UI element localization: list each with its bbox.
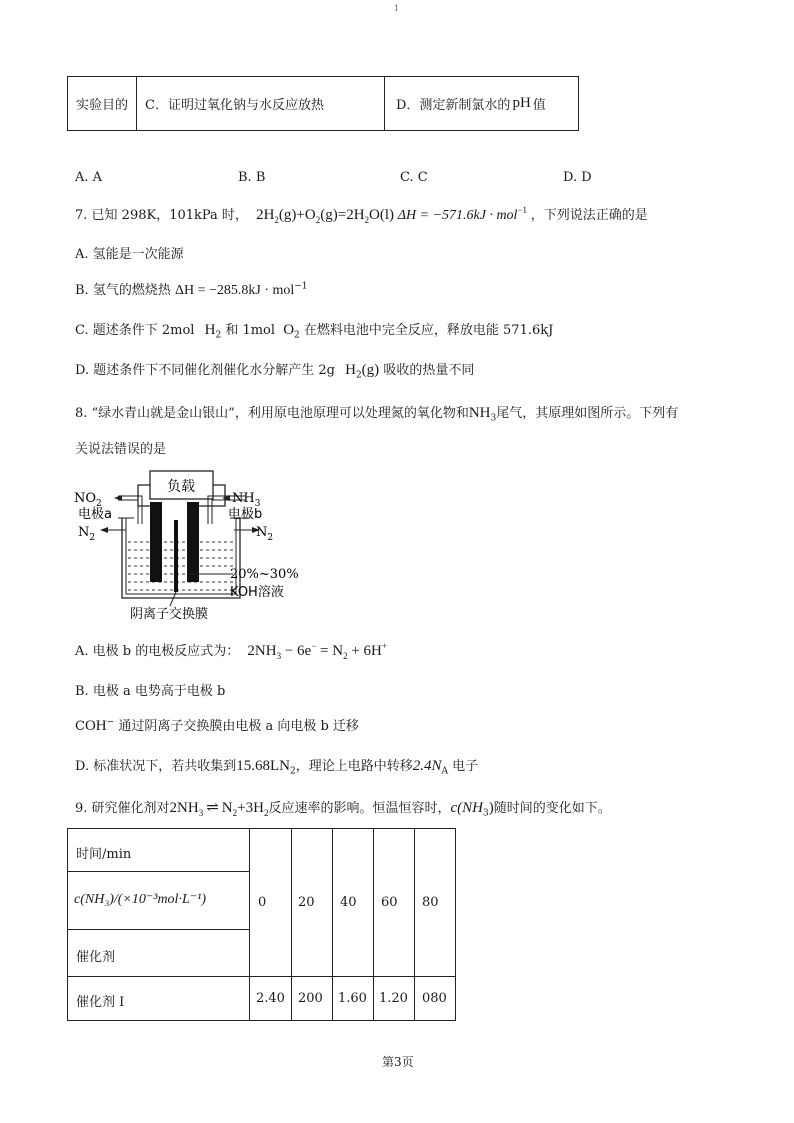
cat1-value-80: 080 [422, 991, 447, 1006]
cat1-value-60: 1.20 [379, 991, 408, 1006]
q7-option-c: C. 题述条件下 2mol $H_2$ 和 1mol $O_2$ 在燃料电池中完全反应，释放电能 571.6kJ [75, 322, 554, 341]
q8-line1-pre: 8. “绿水青山就是金山银山”，利用原电池原理可以处理氮的氧化物和 [75, 406, 469, 421]
q9-stem-mid: 反应速率的影响。恒温恒容时， [268, 801, 451, 816]
q7-stem-post: ，下列说法正确的是 [530, 208, 648, 223]
q6-option-b: B. B [238, 170, 266, 185]
membrane [174, 520, 178, 592]
label-electrode-a: 电极a [78, 507, 112, 522]
electrode-a-rod [150, 502, 162, 582]
label-nh3: $NH_3$ [232, 491, 261, 509]
q8-d-na: 2.4N [412, 758, 442, 774]
q8-c-post: 通过阴离子交换膜由电极 a 向电极 b 迁移 [118, 719, 359, 734]
row-cat1-label: 催化剂 I [76, 995, 125, 1010]
eq-exp: −1 [517, 205, 528, 215]
q8-stem-line2: 关说法错误的是 [75, 442, 167, 457]
q8-a-h: + 6H [351, 643, 382, 659]
q7-c-mid: 和 1mol [225, 323, 276, 338]
label-n2-right: $N_2$ [256, 525, 274, 543]
q7-d-post: 吸收的热量不同 [383, 363, 475, 378]
row-cat-label: 催化剂 [76, 950, 116, 965]
cat1-value-20: 200 [298, 991, 323, 1006]
eq-delta-h: ΔH = −571.6kJ · mol [397, 208, 518, 223]
label-n2-left: $N_2$ [78, 525, 96, 543]
time-20: 20 [298, 895, 315, 910]
q7-b-text: B. 氢气的燃烧热 [75, 283, 171, 298]
q9-stem-pre: 9. 研究催化剂对 [75, 801, 170, 816]
q7-c-post: 在燃料电池中完全反应，释放电能 571.6kJ [303, 323, 554, 338]
q8-a-pre: A. 电极 b 的电极反应式为： [75, 644, 240, 659]
q8-c-pre: C [75, 719, 85, 734]
cat1-value-0: 2.40 [256, 991, 285, 1006]
experiment-table [67, 76, 579, 131]
q9-arrow: ⇌ [206, 800, 219, 816]
q8-a-equation: $2NH_3 - 6e^- = N_2 + 6H^+$ [247, 641, 387, 661]
eq-g2: (g) [320, 207, 338, 223]
page-marker: 1 [394, 4, 400, 13]
q6-option-c: C. C [400, 170, 428, 185]
electrolyte [128, 542, 235, 590]
q6-option-a: A. A [75, 170, 103, 185]
q7-option-a: A. 氢能是一次能源 [75, 247, 184, 262]
time-40: 40 [340, 895, 357, 910]
cat1-value-40: 1.60 [338, 991, 367, 1006]
eq-equals: = [337, 207, 347, 223]
arrow-n2-left [100, 527, 108, 533]
eq-h2o: 2H [346, 207, 365, 223]
table-header-label: 实验目的 [75, 98, 128, 113]
label-electrode-b: 电极b [228, 507, 263, 522]
fuel-cell-diagram [70, 466, 370, 626]
label-koh: KOH溶液 [230, 585, 284, 600]
label-no2: $NO_2$ [74, 491, 102, 509]
q7-d-pre: D. 题述条件下不同催化剂催化水分解产生 2g [75, 363, 335, 378]
q8-d-mid: ，理论上电路中转移 [295, 759, 413, 774]
q7-c-o2: O [283, 322, 295, 338]
load-label: 负载 [167, 479, 195, 495]
time-0: 0 [258, 895, 267, 910]
q8-a-nh3: 2NH [247, 643, 277, 659]
option-d-text-post: 值 [532, 98, 546, 113]
option-d-ph: pH [512, 95, 531, 111]
container [122, 518, 240, 598]
table-header-cell [68, 77, 137, 130]
q7-c-h2: H [204, 322, 216, 338]
rate-table [67, 828, 456, 1021]
q8-nh3: NH [468, 405, 491, 421]
q7-b-math: ΔH = −285.8kJ · mol [174, 283, 295, 298]
eq-o-liquid: O(l) [369, 207, 395, 223]
q9-c-nh3: c(NH [450, 800, 483, 816]
q8-option-a [75, 640, 387, 661]
eq-o2: O [304, 207, 316, 223]
q8-option-c: COH− 通过阴离子交换膜由电极 a 向电极 b 迁移 [75, 717, 359, 734]
q8-d-na-sub: A [441, 766, 448, 777]
q8-c-oh: OH [84, 718, 107, 734]
q8-a-n2: = N [320, 643, 344, 659]
q8-option-d: D. 标准状况下，若共收集到$15.68LN_2$，理论上电路中转移$2.4N_A$ 电子 [75, 758, 479, 777]
q6-option-d: D. D [563, 170, 592, 185]
q7-d-g: (g) [361, 362, 380, 378]
q8-d-pre: D. 标准状况下，若共收集到 [75, 759, 237, 774]
q8-option-b: B. 电极 a 电势高于电极 b [75, 684, 226, 699]
option-c-cell [137, 77, 385, 130]
label-membrane: 阴离子交换膜 [130, 607, 209, 622]
time-60: 60 [381, 895, 398, 910]
q8-d-post: 电子 [452, 759, 479, 774]
q9-stem-post: 随时间的变化如下。 [493, 801, 611, 816]
eq-g1: (g) [278, 207, 297, 223]
q8-a-e: − 6e [284, 643, 312, 659]
electrode-b-rod [187, 502, 199, 582]
container-inner [126, 518, 236, 594]
row-conc-label: c(NH₃)/(×10⁻³mol·L⁻¹) [74, 892, 206, 907]
q9-reaction: $2NH_3$ ⇌ $N_2+3H_2$ [169, 800, 269, 818]
option-c-text: C．证明过氧化钠与水反应放热 [145, 98, 324, 113]
q9-r3: +3H [237, 800, 264, 816]
q7-stem [75, 204, 648, 225]
q7-option-d: D. 题述条件下不同催化剂催化水分解产生 2g $H_2(g)$ 吸收的热量不同 [75, 362, 475, 381]
q8-line1-post: 尾气，其原理如图所示。下列有 [496, 406, 679, 421]
option-d-cell [386, 77, 576, 130]
q7-option-b [75, 279, 308, 299]
q9-r2: N [221, 800, 233, 816]
option-d-text-pre: D．测定新制氯水的 [396, 98, 511, 113]
q7-c-pre: C. 题述条件下 2mol [75, 323, 195, 338]
q9-r1: 2NH [169, 800, 199, 816]
pipe-left-in2 [118, 500, 138, 524]
time-80: 80 [422, 895, 439, 910]
eq-h2: 2H [256, 207, 275, 223]
q9-stem: 9. 研究催化剂对$2NH_3$ ⇌ $N_2+3H_2$反应速率的影响。恒温恒容时，$c(NH_3)$随时间的变化如下。 [75, 800, 611, 819]
q8-stem-line1: 8. “绿水青山就是金山银山”，利用原电池原理可以处理氮的氧化物和$NH_3$尾气，其原理如图所示。下列有 [75, 405, 679, 424]
eq-plus: + [296, 207, 305, 223]
q7-stem-pre: 7. 已知 298K，101kPa 时， [75, 208, 248, 223]
page-footer: 第3页 [382, 1055, 414, 1069]
q7-equation: $2H_2(g)+O_2(g)=2H_2O(l) \Delta H = -571.6kJ \cdot mol^{-1}$ [256, 205, 528, 225]
row-time-label: 时间/min [76, 847, 132, 862]
label-concentration: 20%~30% [230, 567, 299, 582]
q7-d-h2: H [345, 362, 356, 378]
q7-b-exp: −1 [294, 281, 308, 292]
q8-d-volume: 15.68LN [236, 758, 290, 774]
